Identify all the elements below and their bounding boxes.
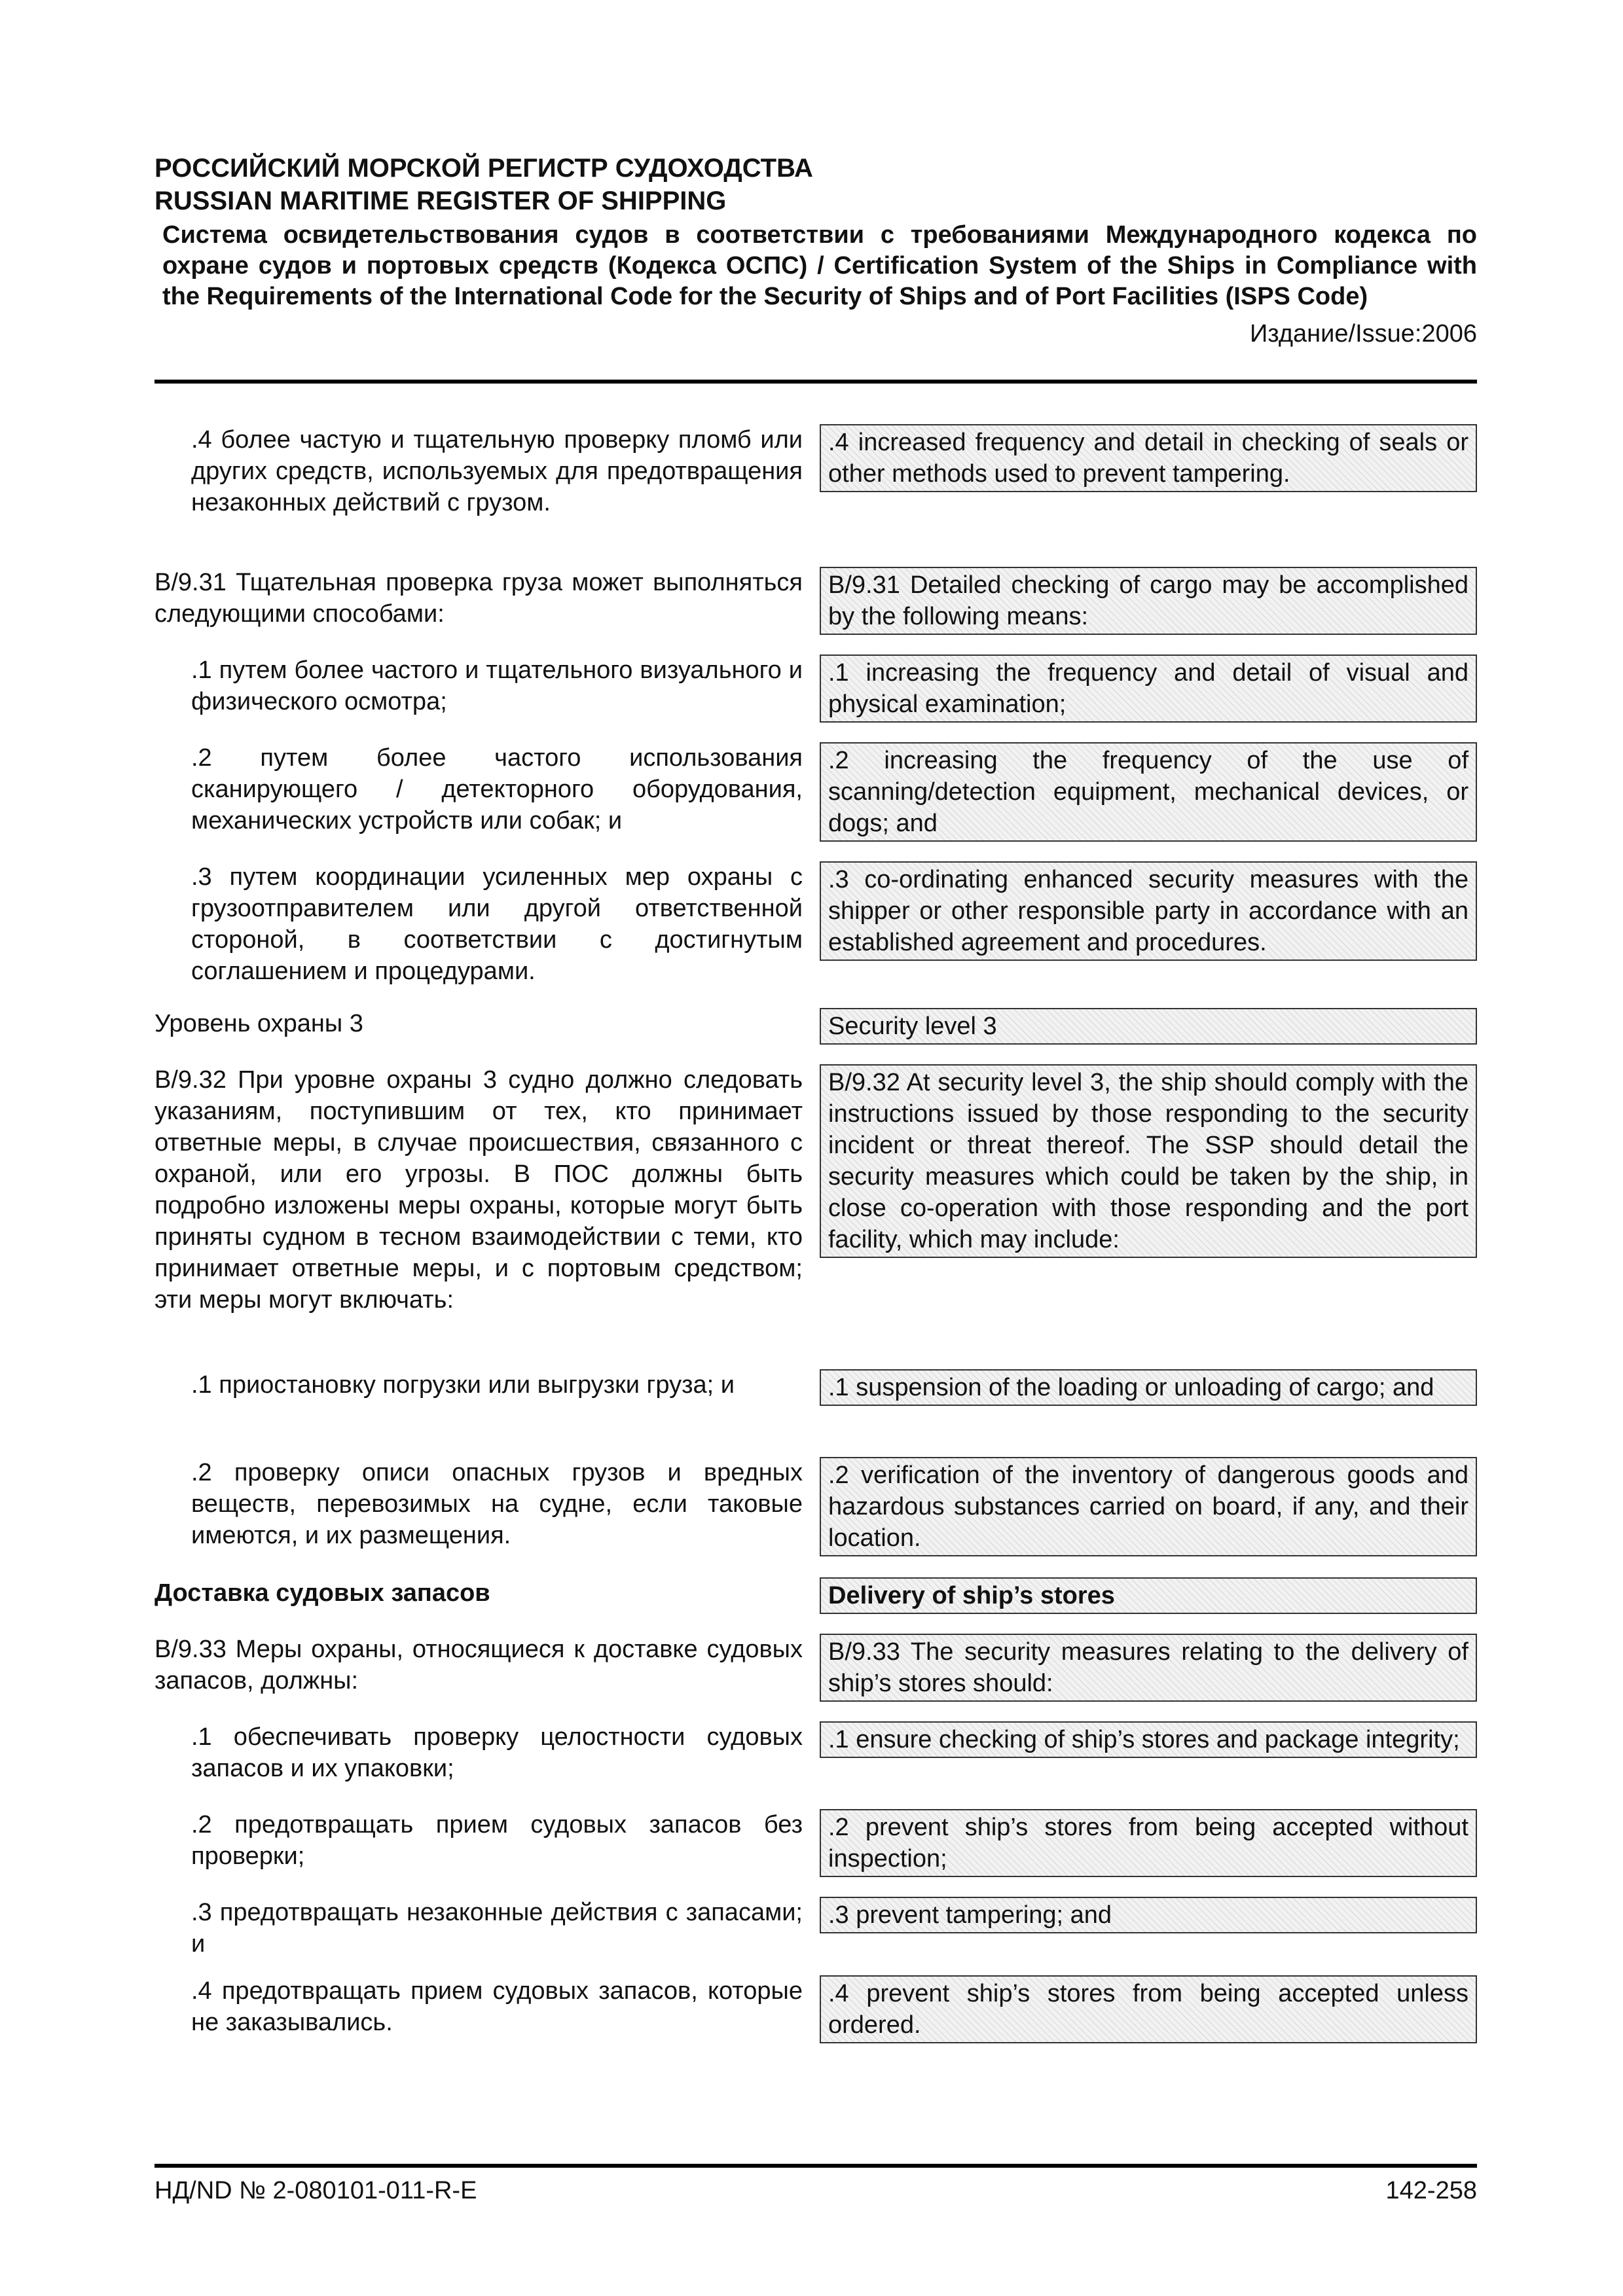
clause-en: .1 increasing the frequency and detail of visual and physical examination;	[820, 655, 1477, 723]
clause-en: .1 ensure checking of ship’s stores and package integrity;	[820, 1721, 1477, 1758]
clause-en: B/9.32 At security level 3, the ship should comply with the instructions issued by those responding to the security incident or threat thereof. The SSP should detail the security measures which could be taken by the ship, in close co-operation with those responding and the port facility, which may include:	[820, 1064, 1477, 1258]
clause-ru: .4 предотвращать прием судовых запасов, которые не заказывались.	[191, 1977, 803, 2036]
clause-ru: .3 путем координации усиленных мер охраны с грузоотправителем или другой ответственной стороной, в соответствии с достигнутым соглашением и процедурами.	[191, 863, 803, 985]
section-heading-en: Security level 3	[820, 1008, 1477, 1045]
issue-label: Издание/Issue:2006	[1249, 320, 1477, 348]
clause-ru: B/9.32 При уровне охраны 3 судно должно следовать указаниям, поступившим от тех, кто принимает ответные меры, в случае происшествия, связанного с охраной, или его угрозы. В ПОС должны быть подробно изложены меры охраны, которые могут быть приняты судном в тесном взаимодействии с теми, кто принимает ответные меры, и с портовым средством; эти меры могут включать:	[155, 1066, 803, 1314]
page-number: 142-258	[1385, 2177, 1477, 2204]
clause-ru: .4 более частую и тщательную проверку пломб или других средств, используемых для предотвращения незаконных действий с грузом.	[191, 426, 803, 516]
clause-en: B/9.33 The security measures relating to the delivery of ship’s stores should:	[820, 1634, 1477, 1702]
system-title: Система освидетельствования судов в соответствии с требованиями Международного кодекса по охране судов и портовых средств (Кодекса ОСПС) / Certification System of the Ships in Compliance with the Requirements of the International Code for the Security of Ships and of Port Facilities (ISPS Code)	[162, 221, 1477, 310]
clause-en: .1 suspension of the loading or unloading of cargo; and	[820, 1369, 1477, 1406]
clause-ru: .3 предотвращать незаконные действия с запасами; и	[191, 1899, 803, 1958]
section-heading-en: Delivery of ship’s stores	[820, 1577, 1477, 1614]
clause-ru: .1 приостановку погрузки или выгрузки груза; и	[191, 1371, 735, 1399]
clause-en: B/9.31 Detailed checking of cargo may be accomplished by the following means:	[820, 567, 1477, 635]
footer-rule	[155, 2164, 1477, 2168]
document-number: НД/ND № 2-080101-011-R-E	[155, 2177, 477, 2204]
clause-ru: .2 предотвращать прием судовых запасов без проверки;	[191, 1811, 803, 1870]
clause-ru: B/9.31 Тщательная проверка груза может выполняться следующими способами:	[155, 569, 803, 628]
clause-ru: .2 проверку описи опасных грузов и вредных веществ, перевозимых на судне, если таковые имеются, и их размещения.	[191, 1459, 803, 1549]
clause-en: .2 prevent ship’s stores from being accepted without inspection;	[820, 1809, 1477, 1877]
org-name-ru: РОССИЙСКИЙ МОРСКОЙ РЕГИСТР СУДОХОДСТВА	[155, 154, 813, 183]
clause-en: .4 increased frequency and detail in checking of seals or other methods used to prevent tampering.	[820, 424, 1477, 492]
clause-en: .3 prevent tampering; and	[820, 1897, 1477, 1933]
clause-ru: B/9.33 Меры охраны, относящиеся к доставке судовых запасов, должны:	[155, 1636, 803, 1695]
section-heading-ru: Уровень охраны 3	[155, 1010, 363, 1037]
clause-en: .2 verification of the inventory of dangerous goods and hazardous substances carried on board, if any, and their location.	[820, 1457, 1477, 1556]
header-rule	[155, 380, 1477, 384]
org-name-en: RUSSIAN MARITIME REGISTER OF SHIPPING	[155, 187, 727, 215]
clause-ru: .2 путем более частого использования сканирующего / детекторного оборудования, механических устройств или собак; и	[191, 744, 803, 834]
clause-en: .2 increasing the frequency of the use of scanning/detection equipment, mechanical devices, or dogs; and	[820, 742, 1477, 842]
clause-en: .3 co-ordinating enhanced security measures with the shipper or other responsible party in accordance with an established agreement and procedures.	[820, 861, 1477, 961]
clause-en: .4 prevent ship’s stores from being accepted unless ordered.	[820, 1975, 1477, 2043]
page-header	[155, 152, 1477, 350]
section-heading-ru: Доставка судовых запасов	[155, 1579, 490, 1607]
clause-ru: .1 путем более частого и тщательного визуального и физического осмотра;	[191, 656, 803, 715]
clause-ru: .1 обеспечивать проверку целостности судовых запасов и их упаковки;	[191, 1723, 803, 1782]
